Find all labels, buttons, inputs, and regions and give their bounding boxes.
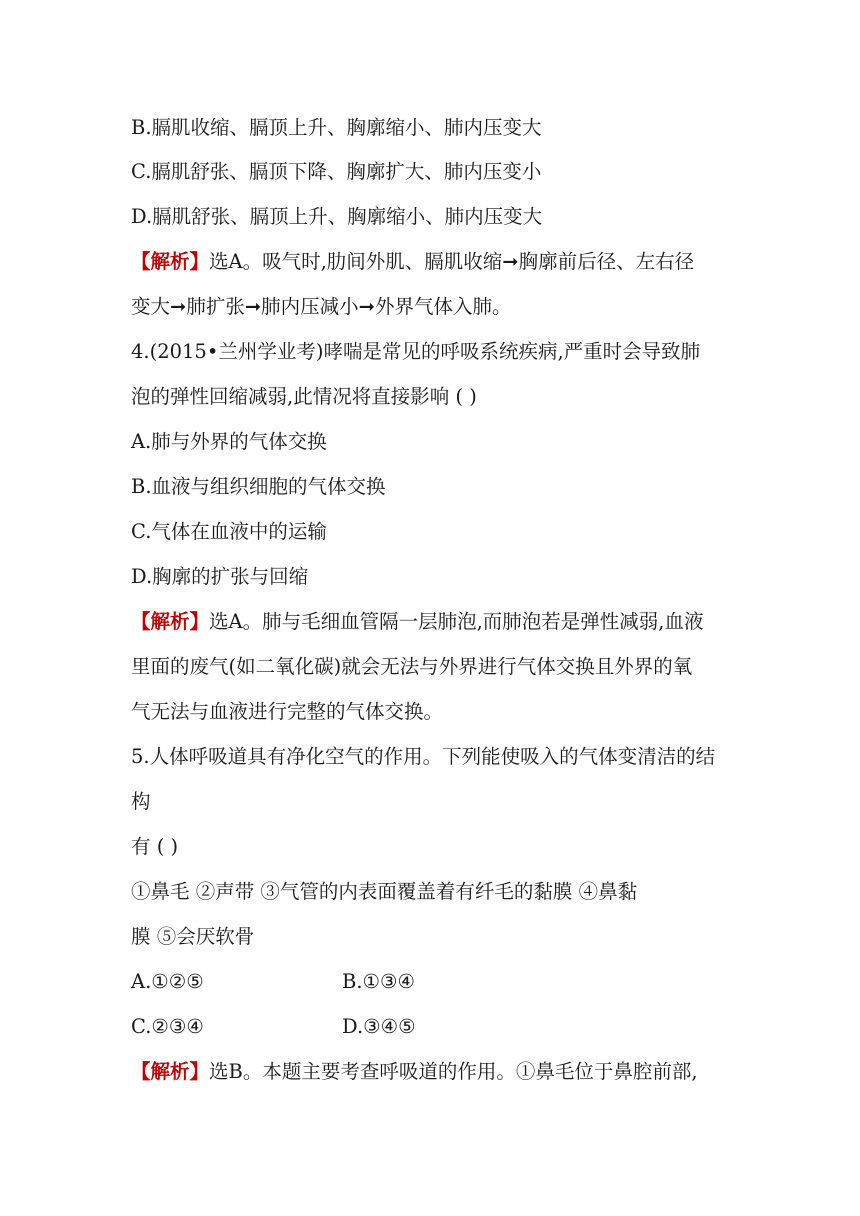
question-4: 4.(2015•兰州学业考)哮喘是常见的呼吸系统疾病,严重时会导致肺 bbox=[131, 340, 701, 363]
option-d: D.膈肌舒张、膈顶上升、胸廓缩小、肺内压变大 bbox=[131, 205, 543, 228]
q5-items-cont: 膜 ⑤会厌软骨 bbox=[131, 925, 255, 948]
q5-option-b: B.①③④ bbox=[342, 970, 415, 993]
q4-option-b: B.血液与组织细胞的气体交换 bbox=[131, 475, 386, 498]
question-5-cont: 构 bbox=[131, 790, 151, 813]
analysis-tag: 【解析】 bbox=[131, 250, 210, 273]
option-c: C.膈肌舒张、膈顶下降、胸廓扩大、肺内压变小 bbox=[131, 160, 542, 183]
analysis-tag: 【解析】 bbox=[131, 610, 210, 633]
q4-option-a: A.肺与外界的气体交换 bbox=[131, 430, 327, 453]
q5-option-d: D.③④⑤ bbox=[342, 1015, 416, 1038]
analysis-1 bbox=[131, 248, 760, 276]
q5-options-cd bbox=[131, 1013, 760, 1041]
q5-options-ab bbox=[131, 968, 760, 996]
q4-option-c: C.气体在血液中的运输 bbox=[131, 520, 327, 543]
q5-option-c: C.②③④ bbox=[131, 1015, 204, 1038]
analysis-text: 选B。本题主要考查呼吸道的作用。①鼻毛位于鼻腔前部, bbox=[209, 1060, 698, 1083]
analysis-text: 选A。肺与毛细血管隔一层肺泡,而肺泡若是弹性减弱,血液 bbox=[209, 610, 704, 633]
analysis-2-cont: 里面的废气(如二氧化碳)就会无法与外界进行气体交换且外界的氧 bbox=[131, 655, 693, 678]
analysis-3 bbox=[131, 1058, 760, 1086]
q4-option-d: D.胸廓的扩张与回缩 bbox=[131, 565, 309, 588]
analysis-tag: 【解析】 bbox=[131, 1060, 210, 1083]
question-5-cont2: 有 ( ) bbox=[131, 835, 179, 858]
question-5: 5.人体呼吸道具有净化空气的作用。下列能使吸入的气体变清洁的结 bbox=[131, 745, 716, 768]
analysis-1-cont: 变大➞肺扩张➞肺内压减小➞外界气体入肺。 bbox=[131, 295, 512, 318]
q5-items: ①鼻毛 ②声带 ③气管的内表面覆盖着有纤毛的黏膜 ④鼻黏 bbox=[131, 880, 638, 903]
analysis-2-cont2: 气无法与血液进行完整的气体交换。 bbox=[131, 700, 444, 723]
analysis-2 bbox=[131, 608, 760, 636]
option-b: B.膈肌收缩、膈顶上升、胸廓缩小、肺内压变大 bbox=[131, 116, 542, 139]
analysis-text: 选A。吸气时,肋间外肌、膈肌收缩➞胸廓前后径、左右径 bbox=[209, 250, 695, 273]
q5-option-a: A.①②⑤ bbox=[131, 970, 204, 993]
question-4-cont: 泡的弹性回缩减弱,此情况将直接影响 ( ) bbox=[131, 385, 477, 408]
